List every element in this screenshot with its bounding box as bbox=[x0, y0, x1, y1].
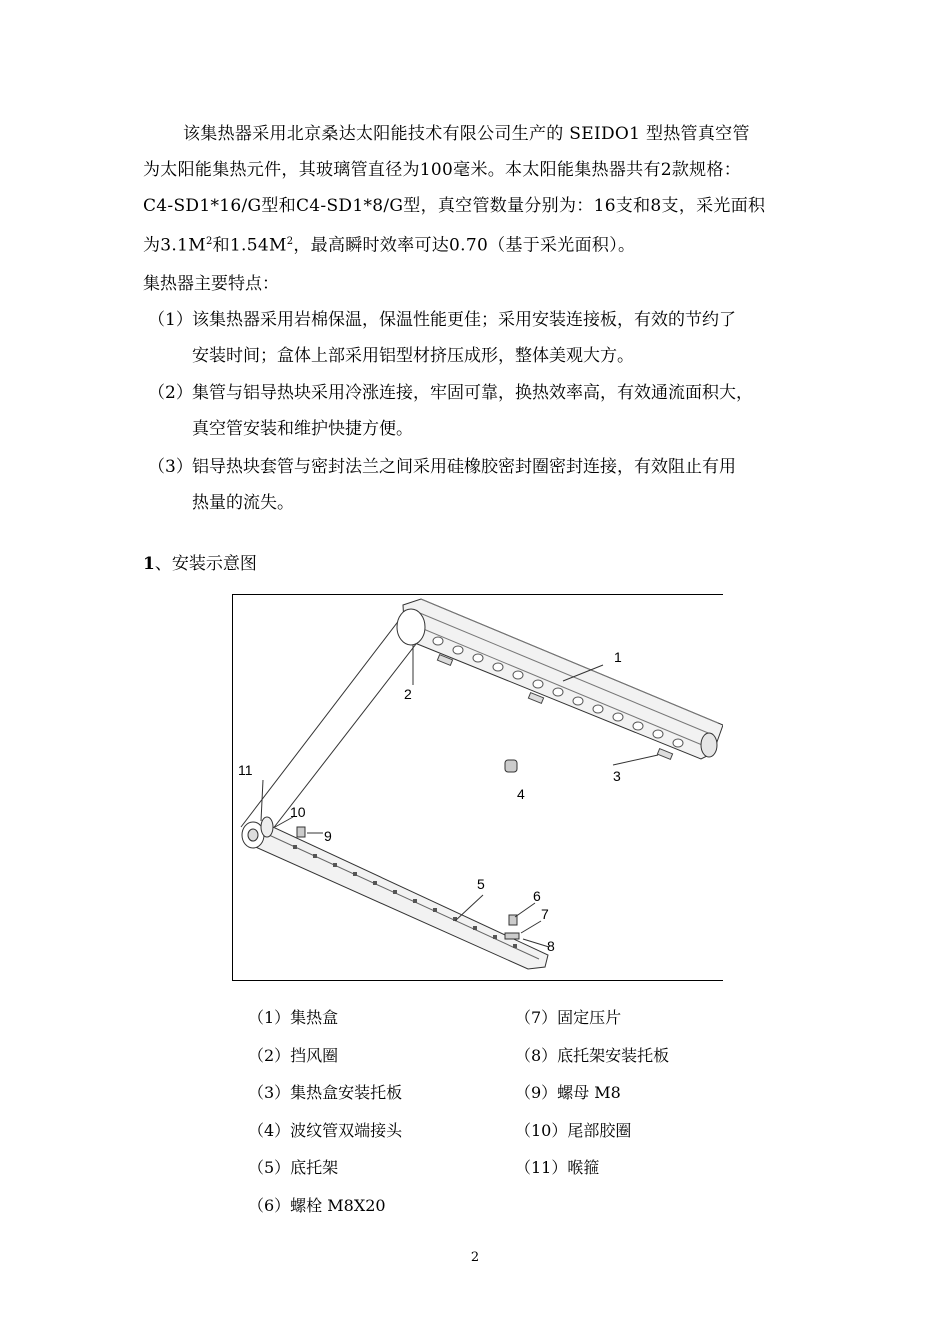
legend-item: （3）集热盒安装托板 bbox=[248, 1083, 403, 1102]
feature-item-3: （3）铝导热块套管与密封法兰之间采用硅橡胶密封圈密封连接，有效阻止有用 热量的流失。 bbox=[148, 457, 736, 513]
intro-line-1: 该集热器采用北京桑达太阳能技术有限公司生产的 SEIDO1 型热管真空管 bbox=[183, 124, 750, 144]
figure-label-5: 5 bbox=[477, 876, 485, 892]
section-heading: 1、安装示意图 bbox=[143, 554, 257, 574]
legend-left bbox=[248, 1008, 402, 1233]
figure-label-11: 11 bbox=[238, 762, 253, 778]
figure-label-1: 1 bbox=[614, 649, 622, 665]
intro-line-3: C4-SD1*16/G型和C4-SD1*8/G型，真空管数量分别为：16支和8支，采光面积 bbox=[143, 196, 766, 216]
installation-diagram bbox=[232, 594, 723, 981]
legend-item: （4）波纹管双端接头 bbox=[248, 1120, 403, 1140]
figure-label-10: 10 bbox=[290, 804, 306, 820]
legend-item: （2）挡风圈 bbox=[248, 1045, 339, 1065]
collector-box bbox=[397, 599, 723, 759]
legend-item: （8）底托架安装托板 bbox=[515, 1045, 670, 1065]
intro-paragraph bbox=[143, 116, 809, 264]
figure-label-4: 4 bbox=[517, 786, 525, 802]
legend-item: （11）喉箍 bbox=[515, 1158, 600, 1177]
figure-label-7: 7 bbox=[541, 906, 549, 922]
figure-label-9: 9 bbox=[324, 828, 332, 844]
figure-label-6: 6 bbox=[533, 888, 541, 904]
intro-line-4: 为$3.1M^2$和$1.54M^2$，最高瞬时效率可达0.70（基于采光面积）。 bbox=[143, 235, 636, 256]
legend-item: （5）底托架 bbox=[248, 1158, 339, 1177]
nut-m8 bbox=[297, 827, 305, 837]
legend-item: （6）螺栓 M8X20 bbox=[248, 1195, 386, 1215]
legend-item: （9）螺母 M8 bbox=[515, 1083, 621, 1102]
legend-item: （10）尾部胶圈 bbox=[515, 1120, 632, 1140]
features-heading: 集热器主要特点： bbox=[143, 274, 279, 294]
bellows-connector bbox=[505, 760, 517, 772]
page-number: 2 bbox=[470, 1250, 480, 1265]
figure-label-2: 2 bbox=[404, 686, 412, 702]
figure-label-3: 3 bbox=[613, 768, 621, 784]
legend-item: （1）集热盒 bbox=[248, 1008, 339, 1027]
figure-label-8: 8 bbox=[547, 938, 555, 954]
intro-line-2: 为太阳能集热元件，其玻璃管直径为100毫米。本太阳能集热器共有2款规格： bbox=[143, 160, 742, 180]
feature-item-1: （1）该集热器采用岩棉保温，保温性能更佳；采用安装连接板，有效的节约了 安装时间；盒体上部采用铝型材挤压成形，整体美观大方。 bbox=[148, 310, 736, 366]
legend-item: （7）固定压片 bbox=[515, 1008, 622, 1027]
legend-right bbox=[515, 1008, 669, 1196]
fixing-plate bbox=[505, 933, 519, 939]
vacuum-tube bbox=[241, 615, 423, 839]
feature-item-2: （2）集管与铝导热块采用冷涨连接，牢固可靠，换热效率高，有效通流面积大， 真空管安装和维护快捷方便。 bbox=[148, 383, 753, 439]
